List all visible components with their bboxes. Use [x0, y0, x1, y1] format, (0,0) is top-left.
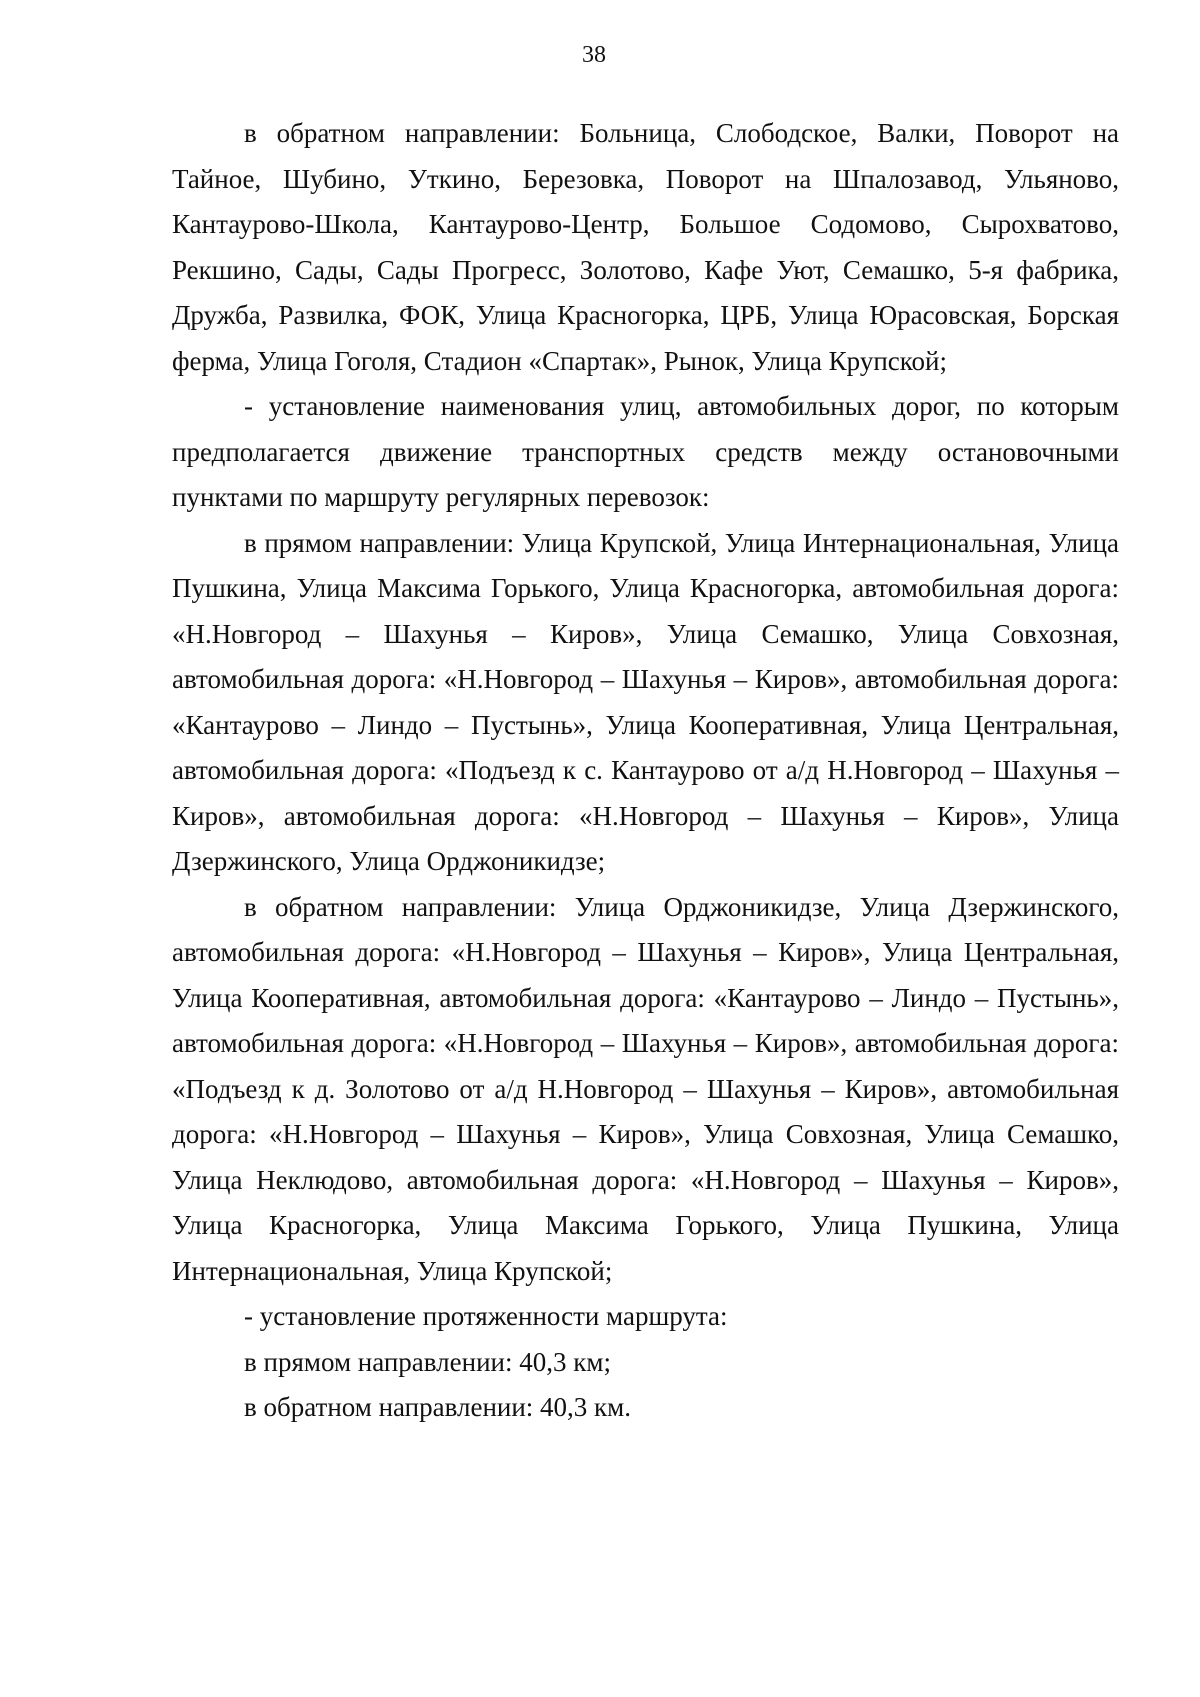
- paragraph-forward-length: в прямом направлении: 40,3 км;: [244, 1346, 611, 1377]
- paragraph-streets-heading: - установление наименования улиц, автомобильных дорог, по которым предполагается движение транспортных средств между остановочными пунктами по маршруту регулярных перевозок:: [172, 391, 1119, 512]
- paragraph-length-heading: - установление протяженности маршрута:: [244, 1301, 728, 1331]
- paragraph-forward-streets: в прямом направлении: Улица Крупской, Улица Интернациональная, Улица Пушкина, Улица Максима Горького, Улица Красногорка, автомобильная дорога: «Н.Новгород – Шахунья – Киров», Улица Семашко, Улица Совхозная, автомобильная дорога: «Н.Новгород – Шахунья – Киров», автомобильная дорога: «Кантаурово – Линдо – Пустынь», Улица Кооперативная, Улица Центральная, автомобильная дорога: «Подъезд к с. Кантаурово от а/д Н.Новгород – Шахунья – Киров», автомобильная дорога: «Н.Новгород – Шахунья – Киров», Улица Дзержинского, Улица Орджоникидзе;: [172, 527, 1119, 876]
- page-number: 38: [582, 42, 606, 68]
- paragraph-reverse-stops: в обратном направлении: Больница, Слободское, Валки, Поворот на Тайное, Шубино, Уткино, Березовка, Поворот на Шпалозавод, Ульяново, Кантаурово-Школа, Кантаурово-Центр, Большое Содомово, Сырохватово, Рекшино, Сады, Сады Прогресс, Золотово, Кафе Уют, Семашко, 5-я фабрика, Дружба, Развилка, ФОК, Улица Красногорка, ЦРБ, Улица Юрасовская, Борская ферма, Улица Гоголя, Стадион «Спартак», Рынок, Улица Крупской;: [172, 118, 1119, 376]
- document-body: [172, 111, 1119, 1431]
- paragraph-reverse-length: в обратном направлении: 40,3 км.: [244, 1392, 632, 1422]
- paragraph-reverse-streets: в обратном направлении: Улица Орджоникидзе, Улица Дзержинского, автомобильная дорога: «Н.Новгород – Шахунья – Киров», Улица Центральная, Улица Кооперативная, автомобильная дорога: «Кантаурово – Линдо – Пустынь», автомобильная дорога: «Н.Новгород – Шахунья – Киров», автомобильная дорога: «Подъезд к д. Золотово от а/д Н.Новгород – Шахунья – Киров», автомобильная дорога: «Н.Новгород – Шахунья – Киров», Улица Совхозная, Улица Семашко, Улица Неклюдово, автомобильная дорога: «Н.Новгород – Шахунья – Киров», Улица Красногорка, Улица Максима Горького, Улица Пушкина, Улица Интернациональная, Улица Крупской;: [172, 891, 1119, 1286]
